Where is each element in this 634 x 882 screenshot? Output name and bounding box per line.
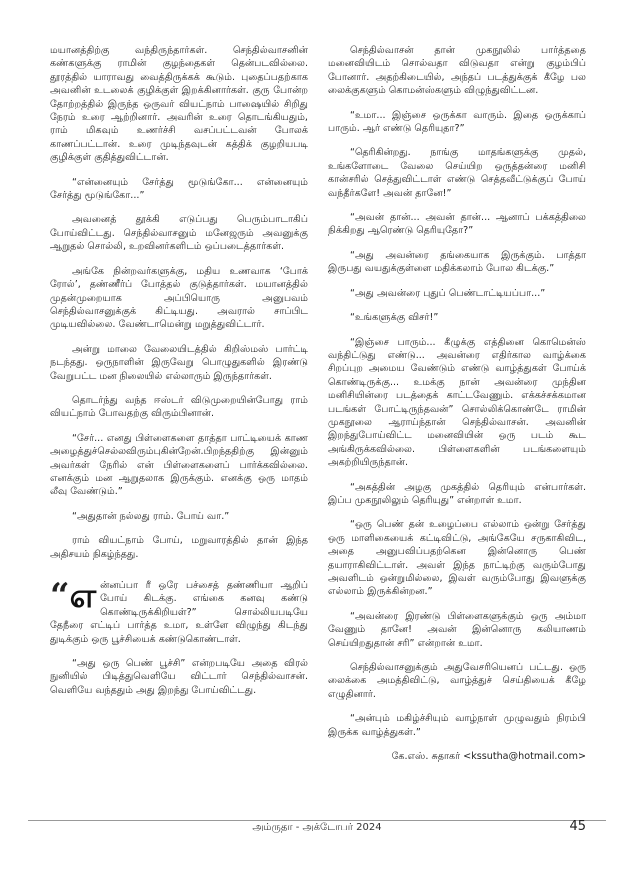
footer-publication: அம்ருதா - அக்டோபர் 2024	[252, 822, 382, 833]
left-para-5: அன்று மாலை வேலையிடத்தில் கிறிஸ்மஸ் பார்ட்டி நடந்தது. ஒருநாளின் இருவேறு பொழுதுகளில் இரண்டு வேறுபட்ட மன நிலையில் எல்லாரும் இருந்தார்கள்.	[50, 343, 308, 382]
right-para-12: செந்தில்வாசனுக்கும் அதுவேசரியெனப் பட்டது. ஒரு லைக்கை அமத்திவிட்டு, வாழ்த்துச் செய்தியைக் கீழே எழுதினார்.	[328, 662, 586, 700]
right-para-5: “அது அவன்ரை தங்கையாக இருக்கும். பாத்தா இருபது வயதுக்குள்ளை மதிக்கலாம் போல கிடக்கு.”	[328, 249, 586, 275]
left-para-10	[50, 576, 308, 646]
right-para-9: “அகத்தின் அழகு முகத்தில் தெரியும் என்பார்கள். இப்ப முகநூலிலும் தெரியுது” என்றாள் உமா.	[328, 481, 586, 506]
left-para-3: அவனைத் தூக்கி எடுப்பது பெரும்பாடாகிப் போய்விட்டது. செந்தில்வாசனும் மனேஜரும் அவனுக்கு ஆறுதல் சொல்லி, உறவினர்களிடம் ஒப்படைத்தார்கள்.	[50, 214, 308, 253]
page-number: 45	[569, 819, 586, 834]
left-para-9: ராம் வியட்நாம் போய், மறுவாரத்தில் தான் இந்த அதிசயம் நிகழ்ந்தது.	[50, 535, 308, 560]
footer-divider	[28, 820, 606, 821]
right-para-6: “அது அவன்ரை புதுப் பெண்டாட்டியப்பா...”	[350, 287, 546, 299]
right-para-7: “உங்களுக்கு விசர்!”	[350, 312, 439, 324]
right-para-8: “இஞ்சை பாரும்... கீழுக்கு எத்தினை கொமென்ஸ் வந்திட்டுது எண்டு... அவன்ரை எதிர்கால வாழ்க்கை சிறப்புற அமைய வேண்டும் எண்டு வாழ்த்துகள் போய்க் கொண்டிருக்கு... உமக்கு நான் அவன்ரை முந்தின மனிசியின்ரை படத்தைக் காட்டவேணும். எக்கச்சக்கமான படங்கள் போட்டிருந்தவன்” சொல்லிக்கொண்டே ராமின் முகநூலை ஆராய்ந்தான் செந்தில்வாசன். அவனின் இறந்துபோய்விட்ட மனைவியின் ஒரு படம் கூட அங்கிருக்கவில்லை. பிள்ளைகளின் படங்களையும் அகற்றியிருந்தான்.	[328, 336, 586, 469]
left-para-6: தொடர்ந்து வந்த ஈஸ்டர் விடுமுறையின்போது ராம் வியட்நாம் போவதற்கு விரும்பினான்.	[50, 394, 308, 420]
left-para-1: மயானத்திற்கு வந்திருந்தார்கள். செந்தில்வாசனின் கண்களுக்கு ராமின் குழந்தைகள் தென்படவில்லை. தூரத்தில் யாராவது வைத்திருக்கக் கூடும். புதைப்பதற்காக அவனின் உடலைக் குழிக்குள் இறக்கினார்கள். குரு போன்ற தோற்றத்தில் இருந்த ஒருவர் வியட்நாம் பாஷையில் சிறிது நேரம் உரை ஆற்றினார். அவரின் உரை தொடங்கியதும், ராம் மிகவும் உணர்ச்சி வசப்பட்டவன் போலக் காணப்பட்டான். உரை முடிந்தவுடன் கத்திக் குழறியபடி குழிக்குள் குதித்துவிட்டான்.	[50, 45, 308, 164]
right-para-11: “அவன்ரை இரண்டு பிள்ளைகளுக்கும் ஒரு அம்மா வேணும் தானே! அவன் இன்னொரு கலியாணம் செய்யிறதுதான் சரி” என்றான் உமா.	[328, 610, 586, 649]
right-para-1: செந்தில்வாசன் தான் முகநூலில் பார்த்ததை மனைவியிடம் சொல்வதா விடுவதா என்று குழம்பிப் போனார். அதற்கிடையில், அந்தப் படத்துக்குக் கீழே பல லைக்குகளும் கொமன்ஸ்களும் விழுந்துவிட்டன.	[328, 45, 586, 97]
right-para-13: “அன்பும் மகிழ்ச்சியும் வாழ்நாள் முழுவதும் நிரம்பி இருக்க வாழ்த்துகள்.”	[328, 713, 586, 738]
left-column	[50, 44, 308, 708]
open-quote-mark: “	[50, 576, 70, 616]
left-para-4: அங்கே நின்றவர்களுக்கு, மதிய உணவாக ‘போக் ரோல்’, தண்ணீர்ப் போத்தல் குடுத்தார்கள். மயானத்தில் முதன்முறையாக அப்பியொரு அனுபவம் செந்தில்வாசனுக்குக் கிட்டியது. அவரால் சாப்பிட முடியவில்லை. வேண்டாமென்று மறுத்துவிட்டார்.	[50, 265, 308, 331]
right-para-2: “உமா... இஞ்சை ஒருக்கா வாரும். இதை ஒருக்காப் பாரும். ஆர் எண்டு தெரியுதா?”	[328, 109, 586, 135]
right-para-3: “தெரிகின்றது. நாங்கு மாதங்களுக்கு முதல், உங்களோடை வேலை செய்யிற ஒருத்தன்ரை மனிசி கான்சரில் செத்துவிட்டாள் எண்டு செத்தவீட்டுக்குப் போய் வந்தீர்களே! அவன் தானே!”	[328, 147, 586, 199]
left-para-11: “அது ஒரு பெண் பூச்சி” என்றபடியே அதை விரல் நுனியில் பிடித்துவெளியே விட்டார் செந்தில்வாசன். வெளியே வந்ததும் அது இறந்து போய்விட்டது.	[50, 658, 308, 696]
right-column	[328, 44, 586, 774]
right-para-10: “ஒரு பெண் தன் உழைப்பை எல்லாம் ஒன்று சேர்த்து ஒரு மாளிகையைக் கட்டிவிட்டு, அங்கேயே சருகாகிவிட, அதை அனுபவிப்பதற்கென இன்னொரு பெண் தயாராகிவிட்டாள். அவள் இந்த நாட்டிற்கு வரும்போது அவளிடம் ஒன்றுமில்லை, இவள் வரும்போது இவளுக்கு எல்லாம் இருக்கின்றன.”	[328, 519, 586, 598]
right-para-4: “அவன் தான்... அவன் தான்... ஆனாப் பக்கத்திலை நிக்கிறது ஆரெண்டு தெரியுதோ?”	[328, 212, 586, 237]
author-signature: கே.எஸ். சுதாகர் <kssutha@hotmail.com>	[391, 751, 586, 763]
left-para-8: “அதுதான் நல்லது ராம். போய் வா.”	[72, 510, 230, 522]
left-para-10-text: ன்னப்பா ரீ ஒரே பச்சைத் தண்ணியா ஆறிப் போய் கிடக்கு. எங்கை கனவு கண்டு கொண்டிருக்கிறியள்?” சொல்லியபடியே தேநீரை எட்டிப் பார்த்த உமா, உள்ளே விழுந்து கிடந்து துடிக்கும் ஒரு பூச்சியைக் கண்டுகொண்டாள்.	[50, 580, 308, 645]
drop-cap-letter: எ	[69, 576, 97, 616]
left-para-7: “சேர்... எனது பிள்ளைகளை தாத்தா பாட்டியைக் காண அழைத்துச்செல்லவிரும்புகின்றேன்.பிறந்ததிற்கு இன்னும் அவர்கள் நேரில் என் பிள்ளைகளைப் பார்க்கவில்லை. எனக்கும் மன ஆறுதலாக இருக்கும். எனக்கு ஒரு மாதம் லீவு வேண்டும்.”	[50, 432, 308, 498]
left-para-2: “என்னையும் சேர்த்து மூடுங்கோ... என்னையும் சேர்த்து மூடுங்கோ...”	[50, 176, 308, 202]
